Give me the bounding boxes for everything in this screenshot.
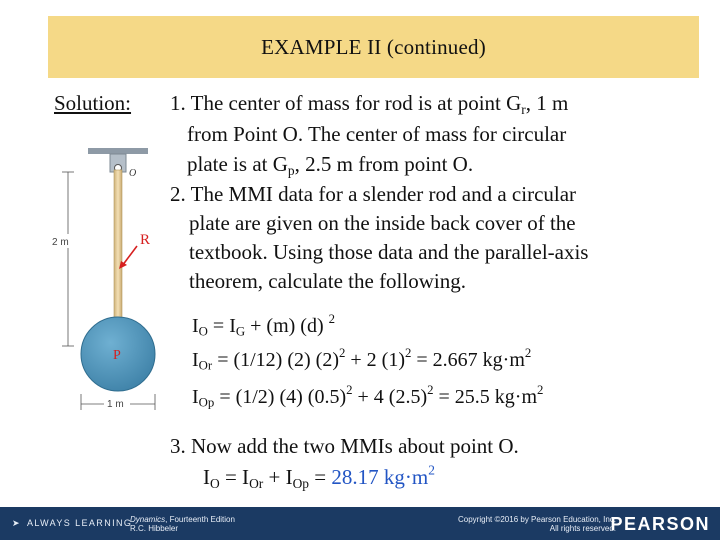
footer-book-info: Dynamics, Fourteenth Edition R.C. Hibbeler (130, 515, 235, 533)
dimension-1m-label: 1 m (107, 399, 124, 410)
equation-parallel-axis: $I_O = I_G + (m)$ (d) $^2$ (192, 312, 336, 339)
step1-line1: 1. The center of mass for rod is at point $G_r$, 1 m (170, 91, 569, 117)
equation-total: $I_O = I_{Or} + I_{Op} = 28.17$ $kg\cdot m^2$ (203, 462, 435, 491)
equation-rod: $I_{Or} = (1/12)$ (2) $(2)^2 + 2$ $(1)^2 = 2.667$ $kg\cdot m^2$ (192, 346, 532, 373)
solution-label: Solution: (54, 91, 132, 115)
equation-plate: $I_{Op} = (1/2)$ (4) $(0.5)^2 + 4$ $(2.5)^2 = 25.5$ $kg\cdot m^2$ (192, 383, 544, 410)
step2-line2: plate are given on the inside back cover of the (189, 211, 576, 235)
dimension-2m-label: 2 m (52, 237, 69, 248)
step1-line2: from Point O. The center of mass for circular (187, 122, 567, 146)
footer-bar (0, 507, 720, 540)
total-mmi-result: 28.17 $kg\cdot m^2$ (331, 462, 435, 489)
arrow-icon: ➤ (12, 518, 21, 528)
step2-line3: textbook. Using those data and the parallel-axis (189, 240, 589, 264)
footer-tagline: ➤ ALWAYS LEARNING (12, 518, 133, 528)
publisher-logo: PEARSON (610, 514, 710, 534)
plate-label-p: P (113, 348, 121, 363)
rod-arrow (122, 246, 137, 266)
pendulum-figure (40, 138, 170, 418)
pivot-label-o: O (129, 168, 137, 179)
footer-copyright: Copyright ©2016 by Pearson Education, Inc. All rights reserved. (458, 515, 616, 533)
title-band (48, 16, 699, 78)
support-plate (88, 148, 148, 154)
step3-line1: 3. Now add the two MMIs about point O. (170, 434, 519, 458)
slide-title: EXAMPLE II (continued) (261, 35, 486, 59)
step2-line1: 2. The MMI data for a slender rod and a circular (170, 182, 577, 206)
rod-label-r: R (140, 232, 151, 248)
step2-line4: theorem, calculate the following. (189, 269, 466, 293)
step1-line3: plate is at $G_p$, 2.5 m from point O. (187, 152, 474, 178)
